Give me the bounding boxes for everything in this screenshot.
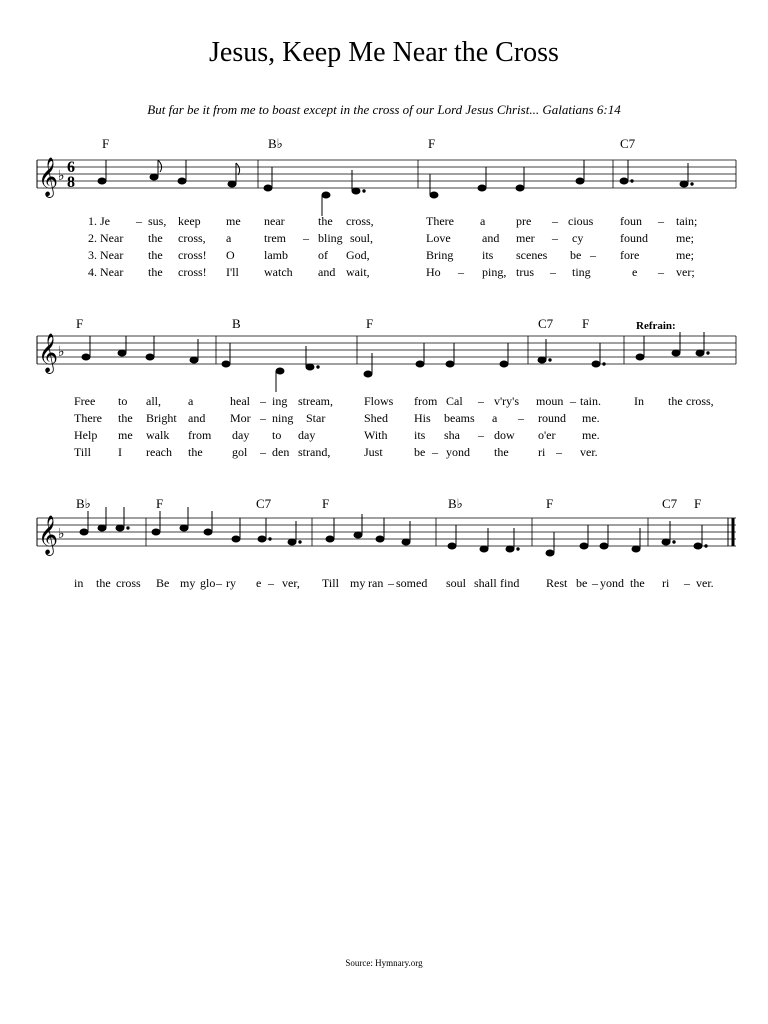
lyric-syllable: den bbox=[272, 445, 290, 459]
source-credit: Source: Hymnary.org bbox=[345, 958, 423, 968]
lyric-syllable: – bbox=[658, 214, 664, 228]
lyric-syllable: of bbox=[318, 248, 328, 262]
lyric-syllable: – bbox=[260, 445, 266, 459]
lyric-syllable: Just bbox=[364, 445, 383, 459]
lyric-syllable: Bright bbox=[146, 411, 177, 425]
lyric-syllable: trem bbox=[264, 231, 286, 245]
lyric-syllable: trus bbox=[516, 265, 534, 279]
lyric-syllable: be bbox=[570, 248, 582, 262]
lyric-syllable: stream, bbox=[298, 394, 333, 408]
lyric-syllable: – bbox=[136, 214, 142, 228]
lyric-syllable: Star bbox=[306, 411, 326, 425]
lyric-syllable: Be bbox=[156, 576, 170, 590]
svg-text:𝄞: 𝄞 bbox=[38, 333, 59, 373]
chord-symbol: F bbox=[102, 136, 110, 151]
chord-symbol: B bbox=[232, 316, 241, 331]
lyric-syllable: e bbox=[632, 265, 638, 279]
lyric-syllable: Love bbox=[426, 231, 451, 245]
svg-text:♭: ♭ bbox=[58, 344, 65, 360]
treble-clef-icon bbox=[38, 157, 58, 556]
lyric-syllable: tain; bbox=[676, 214, 698, 228]
chord-symbol: C7 bbox=[620, 136, 636, 151]
lyric-syllable: sus, bbox=[148, 214, 167, 228]
lyric-syllable: There bbox=[426, 214, 454, 228]
lyric-syllable: beams bbox=[444, 411, 475, 425]
lyric-syllable: Rest bbox=[546, 576, 568, 590]
lyric-syllable: o'er bbox=[538, 428, 556, 442]
lyric-syllable: shall bbox=[474, 576, 497, 590]
lyric-syllable: all, bbox=[146, 394, 161, 408]
lyric-syllable: – bbox=[518, 411, 524, 425]
lyric-syllable: and bbox=[318, 265, 336, 279]
lyric-syllable: 2. Near bbox=[88, 231, 124, 245]
chord-symbol: B♭ bbox=[448, 496, 463, 511]
svg-text:𝄞: 𝄞 bbox=[38, 515, 59, 555]
lyric-syllable: Help bbox=[74, 428, 98, 442]
lyric-syllable: – bbox=[260, 394, 266, 408]
svg-text:𝄞: 𝄞 bbox=[38, 157, 59, 197]
lyric-syllable: His bbox=[414, 411, 431, 425]
lyric-syllable: ver; bbox=[676, 265, 695, 279]
lyric-syllable: round bbox=[538, 411, 566, 425]
lyric-syllable: the bbox=[188, 445, 203, 459]
lyric-syllable: – bbox=[478, 394, 484, 408]
lyric-syllable: a bbox=[188, 394, 194, 408]
lyric-syllable: – bbox=[260, 411, 266, 425]
lyric-syllable: – bbox=[458, 265, 464, 279]
lyric-syllable: – bbox=[478, 428, 484, 442]
lyric-syllable: – bbox=[552, 214, 558, 228]
lyric-syllable: walk bbox=[146, 428, 170, 442]
lyric-syllable: ning bbox=[272, 411, 294, 425]
lyric-syllable: the bbox=[96, 576, 111, 590]
lyric-syllable: In bbox=[634, 394, 644, 408]
chord-symbol: C7 bbox=[538, 316, 554, 331]
lyric-syllable: lamb bbox=[264, 248, 288, 262]
lyric-syllable: ri bbox=[538, 445, 546, 459]
lyric-syllable: a bbox=[492, 411, 498, 425]
lyric-syllable: mer bbox=[516, 231, 535, 245]
lyric-syllable: to bbox=[272, 428, 282, 442]
lyric-syllable: moun bbox=[536, 394, 564, 408]
lyric-syllable: the bbox=[118, 411, 133, 425]
lyric-syllable: – bbox=[388, 576, 394, 590]
lyric-syllable: the bbox=[318, 214, 333, 228]
lyric-syllable: a bbox=[480, 214, 486, 228]
chord-symbol: B♭ bbox=[76, 496, 91, 511]
lyric-syllable: cross bbox=[116, 576, 141, 590]
lyric-syllable: near bbox=[264, 214, 285, 228]
flat-key-signature-icon bbox=[58, 168, 65, 542]
lyric-syllable: the bbox=[148, 248, 163, 262]
lyric-syllable: Till bbox=[74, 445, 91, 459]
lyric-syllable: soul, bbox=[350, 231, 374, 245]
song-title: Jesus, Keep Me Near the Cross bbox=[209, 37, 559, 68]
chord-symbol: C7 bbox=[256, 496, 272, 511]
lyric-syllable: me bbox=[226, 214, 241, 228]
time-signature-6-8 bbox=[67, 159, 75, 191]
lyric-syllable: glo bbox=[200, 576, 216, 590]
lyric-syllable: – bbox=[303, 231, 309, 245]
lyric-syllable: There bbox=[74, 411, 102, 425]
lyric-syllable: ran bbox=[368, 576, 384, 590]
lyric-syllable: be bbox=[414, 445, 426, 459]
lyric-syllable: scenes bbox=[516, 248, 548, 262]
lyric-syllable: bling bbox=[318, 231, 343, 245]
lyric-syllable: heal bbox=[230, 394, 250, 408]
lyric-syllable: dow bbox=[494, 428, 515, 442]
lyric-syllable: my bbox=[180, 576, 196, 590]
chord-symbol: C7 bbox=[662, 496, 678, 511]
staff-1 bbox=[37, 160, 736, 188]
lyric-syllable: the bbox=[148, 231, 163, 245]
chord-symbol: F bbox=[322, 496, 330, 511]
lyric-syllable: the bbox=[668, 394, 683, 408]
svg-text:♭: ♭ bbox=[58, 526, 65, 542]
lyric-syllable: – bbox=[268, 576, 274, 590]
lyric-syllable: the bbox=[148, 265, 163, 279]
staff-3 bbox=[37, 518, 736, 546]
lyric-syllable: cross! bbox=[178, 248, 207, 262]
lyric-syllable: tain. bbox=[580, 394, 601, 408]
chord-symbol: F bbox=[156, 496, 164, 511]
lyric-syllable: ver. bbox=[696, 576, 714, 590]
lyric-syllable: Bring bbox=[426, 248, 454, 262]
lyric-syllable: the bbox=[494, 445, 509, 459]
lyric-syllable: somed bbox=[396, 576, 428, 590]
lyric-syllable: 4. Near bbox=[88, 265, 124, 279]
lyric-syllable: day bbox=[232, 428, 250, 442]
svg-text:6: 6 bbox=[67, 159, 75, 176]
lyric-syllable: – bbox=[550, 265, 556, 279]
lyric-syllable: ting bbox=[572, 265, 591, 279]
lyric-syllable: be bbox=[576, 576, 588, 590]
lyric-syllable: cross, bbox=[686, 394, 714, 408]
lyric-syllable: – bbox=[684, 576, 690, 590]
lyric-syllable: v'ry's bbox=[494, 394, 519, 408]
chord-symbol: F bbox=[546, 496, 554, 511]
lyric-syllable: Cal bbox=[446, 394, 463, 408]
lyric-syllable: me; bbox=[676, 231, 694, 245]
refrain-label: Refrain: bbox=[636, 320, 676, 332]
lyric-syllable: find bbox=[500, 576, 520, 590]
lyric-syllable: – bbox=[552, 231, 558, 245]
notes-line-2 bbox=[82, 332, 709, 392]
lyric-syllable: Mor bbox=[230, 411, 251, 425]
lyric-syllable: fore bbox=[620, 248, 640, 262]
lyric-syllable: a bbox=[226, 231, 232, 245]
lyric-syllable: keep bbox=[178, 214, 201, 228]
svg-text:8: 8 bbox=[67, 174, 75, 191]
lyric-syllable: e bbox=[256, 576, 262, 590]
lyric-syllable: cross, bbox=[346, 214, 374, 228]
chord-symbol: F bbox=[76, 316, 84, 331]
lyric-syllable: Till bbox=[322, 576, 339, 590]
lyric-syllable: 1. Je bbox=[88, 214, 110, 228]
lyric-syllable: to bbox=[118, 394, 128, 408]
lyric-syllable: – bbox=[556, 445, 562, 459]
lyric-syllable: wait, bbox=[346, 265, 370, 279]
lyric-syllable: Ho bbox=[426, 265, 441, 279]
lyric-syllable: yond bbox=[600, 576, 624, 590]
lyric-syllable: ri bbox=[662, 576, 670, 590]
lyric-syllable: its bbox=[482, 248, 494, 262]
lyric-syllable: O bbox=[226, 248, 235, 262]
lyric-syllable: me; bbox=[676, 248, 694, 262]
lyric-syllable: God, bbox=[346, 248, 370, 262]
lyric-syllable: – bbox=[570, 394, 576, 408]
lyric-syllable: in bbox=[74, 576, 84, 590]
lyric-syllable: gol bbox=[232, 445, 248, 459]
lyric-syllable: cious bbox=[568, 214, 594, 228]
lyric-syllable: me bbox=[118, 428, 133, 442]
lyric-syllable: Flows bbox=[364, 394, 394, 408]
lyric-syllable: ver, bbox=[282, 576, 300, 590]
lyric-syllable: – bbox=[658, 265, 664, 279]
lyric-syllable: – bbox=[432, 445, 438, 459]
lyric-syllable: reach bbox=[146, 445, 172, 459]
lyric-syllable: the bbox=[630, 576, 645, 590]
lyric-syllable: sha bbox=[444, 428, 460, 442]
scripture-epigraph: But far be it from me to boast except in the cross of our Lord Jesus Christ... Galatians 6:14 bbox=[147, 102, 621, 117]
lyric-syllable: – bbox=[592, 576, 598, 590]
lyric-syllable: I'll bbox=[226, 265, 239, 279]
lyric-syllable: cross, bbox=[178, 231, 206, 245]
lyric-syllable: from bbox=[414, 394, 438, 408]
lyric-syllable: I bbox=[118, 445, 122, 459]
lyric-syllable: 3. Near bbox=[88, 248, 124, 262]
chord-symbol: F bbox=[366, 316, 374, 331]
chord-symbol: B♭ bbox=[268, 136, 283, 151]
lyric-syllable: watch bbox=[264, 265, 293, 279]
lyric-syllable: cy bbox=[572, 231, 584, 245]
lyric-syllable: pre bbox=[516, 214, 532, 228]
lyric-syllable: Shed bbox=[364, 411, 388, 425]
lyric-syllable: ry bbox=[226, 576, 236, 590]
lyric-syllable: strand, bbox=[298, 445, 331, 459]
lyric-syllable: With bbox=[364, 428, 388, 442]
lyric-syllable: and bbox=[188, 411, 206, 425]
lyric-syllable: my bbox=[350, 576, 366, 590]
lyric-syllable: ping, bbox=[482, 265, 507, 279]
lyric-syllable: ver. bbox=[580, 445, 598, 459]
chord-symbol: F bbox=[694, 496, 702, 511]
lyric-syllable: from bbox=[188, 428, 212, 442]
lyric-syllable: yond bbox=[446, 445, 470, 459]
lyric-syllable: and bbox=[482, 231, 500, 245]
lyric-syllable: found bbox=[620, 231, 648, 245]
notes-line-3 bbox=[80, 507, 707, 556]
lyric-syllable: day bbox=[298, 428, 316, 442]
lyric-syllable: its bbox=[414, 428, 426, 442]
lyric-syllable: ing bbox=[272, 394, 288, 408]
lyric-syllable: – bbox=[590, 248, 596, 262]
lyric-syllable: soul bbox=[446, 576, 467, 590]
chord-symbol: F bbox=[428, 136, 436, 151]
svg-text:♭: ♭ bbox=[58, 168, 65, 184]
lyric-syllable: – bbox=[216, 576, 222, 590]
lyric-syllable: me. bbox=[582, 411, 600, 425]
lyric-syllable: cross! bbox=[178, 265, 207, 279]
lyric-syllable: foun bbox=[620, 214, 642, 228]
staff-2 bbox=[37, 336, 736, 364]
lyric-syllable: me. bbox=[582, 428, 600, 442]
chord-symbol: F bbox=[582, 316, 590, 331]
lyric-syllable: Free bbox=[74, 394, 96, 408]
